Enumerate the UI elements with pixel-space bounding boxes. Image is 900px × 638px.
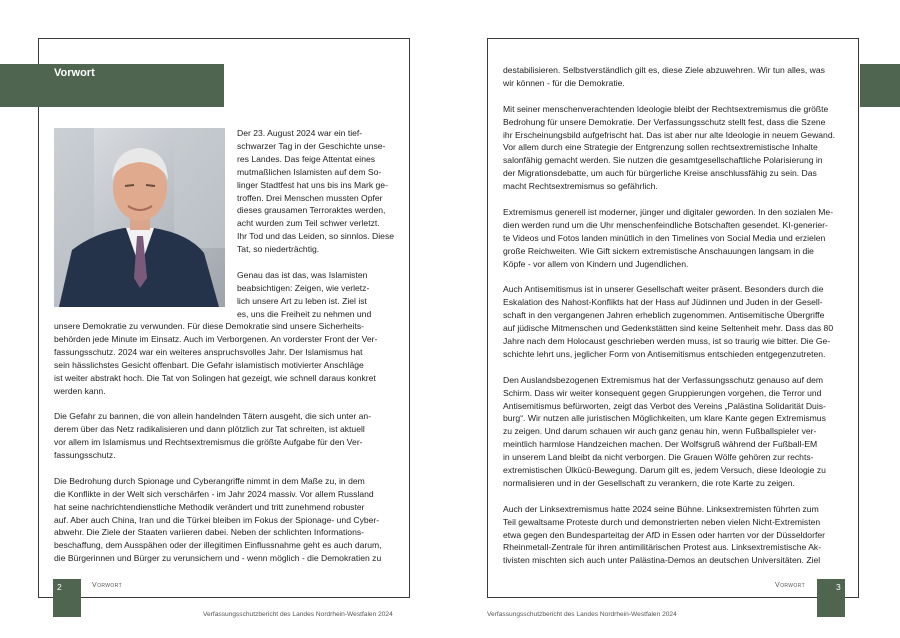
portrait-illustration — [54, 128, 225, 307]
text-line: Auch Antisemitismus ist in unserer Gesellschaft weiter präsent. Besonders durch die — [503, 284, 824, 295]
portrait-photo — [54, 128, 225, 307]
text-line: beschaffung, dem Ausspähen oder der illegitimen Einflussnahme geht es auch darum, — [54, 540, 382, 551]
text-line: linger Stadtfest hat uns bis ins Mark ge- — [237, 179, 388, 190]
footer-report-title-left: Verfassungsschutzbericht des Landes Nordrhein-Westfalen 2024 — [203, 611, 393, 618]
paragraph-gap — [503, 270, 835, 283]
text-line: Tat, so niederträchtig. — [237, 244, 320, 255]
text-line: derem über das Netz radikalisieren und dann plötzlich zur Tat schreiten, ist aktuell — [54, 424, 365, 435]
text-line: wir können - für die Demokratie. — [503, 77, 625, 88]
text-line: hat seine nachrichtendienstliche Methodik verändert und tritt zunehmend robuster — [54, 501, 365, 512]
text-line: unsere Demokratie zu verwunden. Für diese Demokratie sind unsere Sicherheits- — [54, 321, 364, 331]
text-line: Die Bedrohung durch Spionage und Cyberangriffe nimmt in dem Maße zu, in dem — [54, 475, 365, 486]
text-line: Schirm. Dass wir weiter konsequent gegen Gruppierungen vorgehen, die Terror und — [503, 387, 822, 398]
text-line: dieses grausamen Terroraktes werden, — [237, 205, 386, 216]
text-line: fassungsschutz. — [54, 450, 116, 461]
text-line: etwa gegen den Bundesparteitag der AfD in Essen oder harrten vor der Düsseldorfer — [503, 529, 825, 540]
text-line: ist weiter abstrakt hoch. Die Tat von Solingen hat gezeigt, wie schnell daraus konkret — [54, 372, 376, 383]
text-line: troffen. Drei Menschen mussten Opfer — [237, 192, 383, 203]
text-line: in unserem Land bleibt da nicht verborgen. Die Grauen Wölfe gehören zur rechts- — [503, 452, 814, 463]
right-edge-tab — [860, 64, 900, 107]
text-line: Eskalation des Nahost-Konflikts hat der Hass auf Jüdinnen und Juden in der Gesell- — [503, 297, 823, 308]
section-title: Vorwort — [54, 67, 95, 79]
paragraph-gap — [237, 256, 394, 269]
page-number-right: 3 — [836, 582, 841, 592]
text-line: Jahre nach dem Holocaust geschrieben werden muss, ist so traurig wie bitter. Die Ge- — [503, 335, 831, 346]
text-line: auf. Aber auch China, Iran und die Türkei bleiben im Fokus der Spionage- und Cyber- — [54, 514, 380, 525]
text-line: schwarzer Tag in der Geschichte unse- — [237, 140, 386, 151]
text-line: Mit seiner menschenverachtenden Ideologie bleibt der Rechtsextremismus die größte — [503, 103, 829, 114]
footer-report-title-right: Verfassungsschutzbericht des Landes Nordrhein-Westfalen 2024 — [487, 611, 677, 618]
text-line: mutmaßlichen Islamisten auf dem So- — [237, 166, 382, 177]
text-line: Auch der Linksextremismus hatte 2024 seine Bühne. Linksextremisten führten zum — [503, 503, 819, 514]
text-line: lich unsere Art zu leben ist. Ziel ist — [237, 295, 367, 306]
paragraph-gap — [503, 361, 835, 374]
text-line: normalisieren und in der Gesellschaft zu verankern, die rote Karte zu zeigen. — [503, 477, 795, 488]
text-line: Vor allem durch eine Strategie der Entgrenzung sollen rechtsextremistische Inhalte — [503, 142, 818, 153]
footer-section-label-right: Vorwort — [775, 582, 806, 589]
text-line: abwehr. Die Ziele der Staaten variieren dabei. Neben der schlichten Informations- — [54, 527, 365, 538]
text-line: dien werden rund um die Uhr menschenfeindliche Botschaften gesendet. KI-generier- — [503, 219, 828, 230]
text-line: Rheinmetall-Zentrale für ihren antimilitärischen Protest aus. Linksextremistische Ak- — [503, 542, 822, 553]
text-line: acht wurden zum Teil schwer verletzt. — [237, 218, 380, 229]
text-line: Den Auslandsbezogenen Extremismus hat der Verfassungsschutz genauso auf dem — [503, 374, 824, 385]
footer-section-label-left: Vorwort — [92, 582, 123, 589]
text-line: Die Gefahr zu bannen, die von allein handelnden Tätern ausgeht, die sich unter an- — [54, 411, 372, 422]
text-line: Der 23. August 2024 war ein tief- — [237, 128, 363, 138]
text-line: behörden jede Minute im Einsatz. Auch im Verborgenen. An vorderster Front der Ver- — [54, 333, 378, 344]
text-line: beabsichtigen: Zeigen, wie verletz- — [237, 282, 370, 293]
paragraph-gap — [503, 193, 835, 206]
text-line: burg“. Wir nutzen alle juristischen Möglichkeiten, um klare Kante gegen Extremismus — [503, 413, 826, 424]
text-line: te Videos und Fotos landen minütlich in den Timelines von Social Media und erzielen — [503, 232, 826, 243]
left-intro-text — [237, 127, 394, 321]
paragraph-gap — [503, 90, 835, 103]
text-line: res Landes. Das feige Attentat eines — [237, 153, 376, 164]
text-line: destabilisieren. Selbstverständlich gilt es, diese Ziele abzuwehren. Wir tun alles, was — [503, 65, 825, 75]
text-line: fassungsschutz. 2024 war ein weiteres anspruchsvolles Jahr. Der Islamismus hat — [54, 346, 363, 357]
text-line: Teil gewaltsame Proteste durch und demonstrierten neben vielen Nicht-Extremisten — [503, 516, 821, 527]
left-body-text — [54, 320, 382, 565]
text-line: werden kann. — [54, 385, 106, 396]
text-line: extremistischen Ülkücü-Bewegung. Darum gilt es, jedem Versuch, diese Ideologie zu — [503, 465, 826, 476]
text-line: vor allem im Islamismus und Rechtsextremismus die größte Aufgabe für den Ver- — [54, 437, 363, 448]
paragraph-gap — [54, 462, 382, 475]
text-line: Genau das ist das, was Islamisten — [237, 269, 368, 280]
paragraph-gap — [503, 490, 835, 503]
paragraph-gap — [54, 397, 382, 410]
text-line: die Konflikte in der Welt sich verschärfen - im Jahr 2024 massiv. Vor allem Russland — [54, 488, 374, 499]
text-line: Antisemitismus befürworten, zeigt das Verbot des Vereins „Palästina Solidarität Duis- — [503, 400, 826, 411]
text-line: ihr Erscheinungsbild aufgefrischt hat. Das ist aber nur alte Ideologie in neuem Gewand. — [503, 129, 836, 140]
text-line: Köpfe - vor allem von Kindern und Jugendlichen. — [503, 258, 689, 269]
text-line: auf jüdische Mitmenschen und Gedenkstätten sind keine Seltenheit mehr. Dass das 80 — [503, 323, 834, 334]
right-body-text — [503, 64, 835, 567]
text-line: meintlich harmlose Handzeichen machen. Der Wolfsgruß während der Fußball-EM — [503, 439, 818, 450]
text-line: tivisten mischten sich auch unter Palästina-Demos an deutschen Universitäten. Ziel — [503, 555, 821, 566]
text-line: salonfähig gemacht werden. Sie nutzen die gesamtgesellschaftliche Polarisierung in — [503, 155, 823, 166]
text-line: sein hässlichstes Gesicht offenbart. Die Gefahr islamistisch motivierter Anschläge — [54, 359, 364, 370]
text-line: Extremismus generell ist moderner, jünger und digitaler geworden. In den sozialen Me- — [503, 206, 834, 217]
text-line: schaft in den vergangenen Jahren erheblich zugenommen. Antisemitische Übergriffe — [503, 310, 825, 321]
text-line: macht Rechtsextremismus so gefährlich. — [503, 181, 658, 192]
text-line: es, uns die Freiheit zu nehmen und — [237, 308, 372, 319]
text-line: die Bürgerinnen und Bürger zu verunsichern und - wenn möglich - die Demokratien zu — [54, 553, 382, 564]
text-line: schichte lehrt uns, jeglicher Form von Antisemitismus entschieden entgegenzutreten. — [503, 348, 826, 359]
text-line: große Reichweiten. Wie Gift sickern extremistische Anschauungen langsam in die — [503, 245, 814, 256]
text-line: Ihr Tod und das Leiden, so sinnlos. Diese — [237, 231, 395, 242]
text-line: Bedrohung für unsere Demokratie. Der Verfassungsschutz stellt fest, dass die Szene — [503, 116, 826, 127]
page-number-left: 2 — [57, 582, 62, 592]
text-line: zu zeigen. Und darum schauen wir auch ganz genau hin, wenn Fußballspieler ver- — [503, 426, 817, 437]
section-banner — [0, 64, 224, 107]
text-line: der Migrationsdebatte, um auch für bürgerliche Kreise anschlussfähig zu sein. Das — [503, 168, 817, 179]
